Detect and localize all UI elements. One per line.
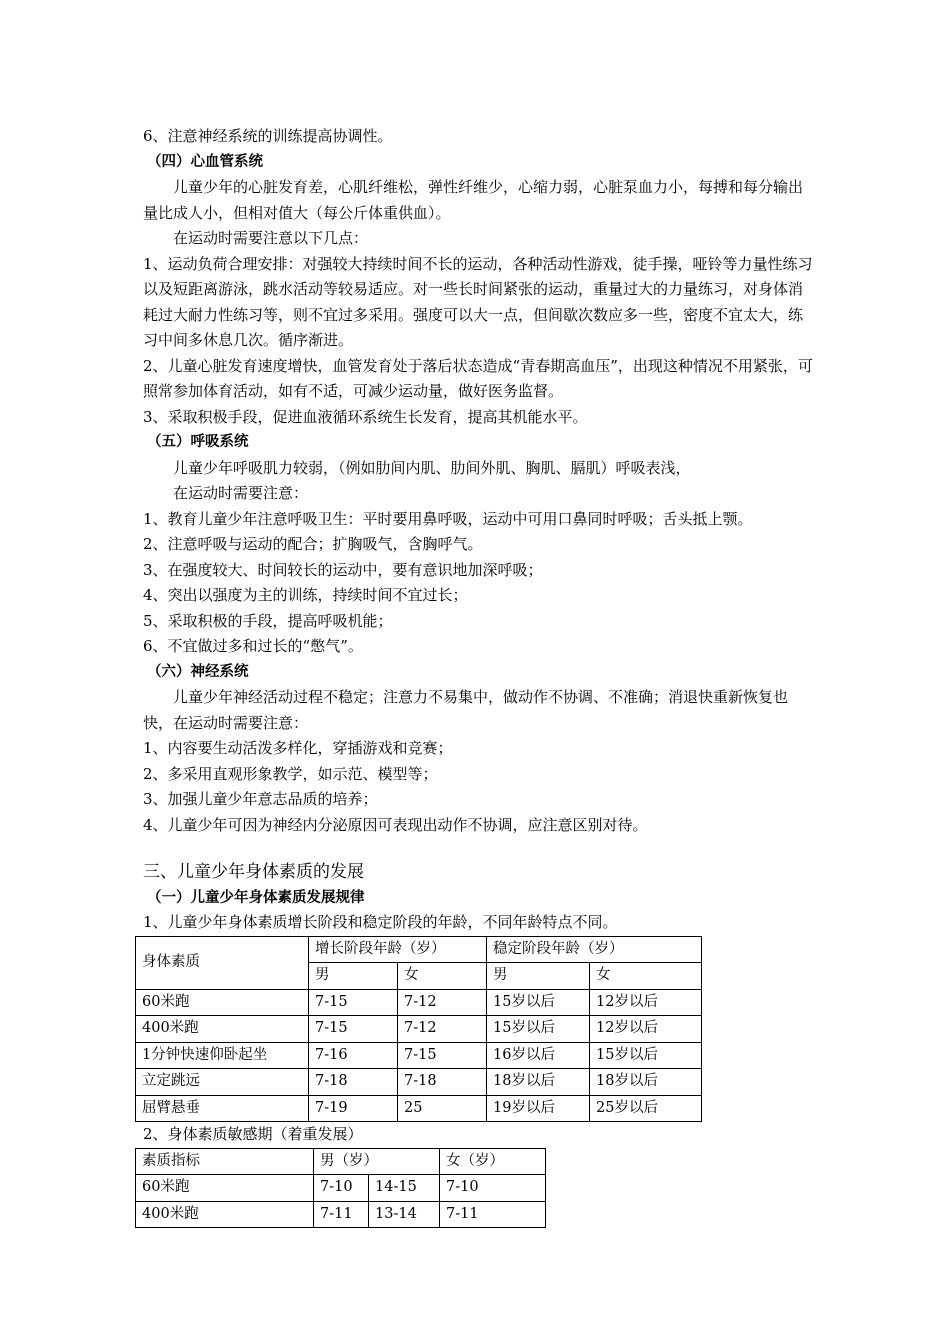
table-cell: 7-12 <box>398 1016 487 1043</box>
table-cell: 400米跑 <box>136 1201 314 1228</box>
document-page <box>143 124 813 1228</box>
growth-stable-age-table <box>135 936 702 1123</box>
table-header-row <box>136 1148 546 1175</box>
table-header-cell: 男（岁） <box>314 1148 440 1175</box>
table-cell: 18岁以后 <box>487 1069 590 1096</box>
table-caption: 2、身体素质敏感期（着重发展） <box>143 1125 363 1143</box>
table-cell: 7-15 <box>398 1042 487 1069</box>
paragraph: 6、注意神经系统的训练提高协调性。 <box>143 127 393 145</box>
section-heading: （六）神经系统 <box>147 663 249 680</box>
table-header-cell: 女（岁） <box>440 1148 546 1175</box>
table-cell: 7-18 <box>309 1069 398 1096</box>
table-header-cell: 稳定阶段年龄（岁） <box>487 936 702 963</box>
paragraph: 在运动时需要注意以下几点： <box>173 229 369 247</box>
list-item: 2、多采用直观形象教学，如示范、模型等； <box>143 764 438 783</box>
table-cell: 1分钟快速仰卧起坐 <box>136 1042 309 1069</box>
table-header-cell: 身体素质 <box>136 936 309 989</box>
table-header-cell: 素质指标 <box>136 1148 314 1175</box>
list-item: 3、采取积极手段，促进血液循环系统生长发育，提高其机能水平。 <box>143 407 588 426</box>
table-header-row <box>136 936 702 963</box>
table-cell: 7-11 <box>440 1201 546 1228</box>
list-item: 2、注意呼吸与运动的配合；扩胸吸气，含胸呼气。 <box>143 535 483 553</box>
table-cell: 19岁以后 <box>487 1095 590 1122</box>
sensitive-period-table <box>135 1148 546 1229</box>
table-row <box>136 1095 702 1122</box>
table-cell: 14-15 <box>369 1175 440 1202</box>
section-heading: （五）呼吸系统 <box>147 434 249 450</box>
table-cell: 7-11 <box>314 1201 369 1228</box>
table-cell: 立定跳远 <box>136 1069 309 1096</box>
paragraph: 儿童少年的心脏发育差，心肌纤维松，弹性纤维少，心缩力弱，心脏泵血力小，每搏和每分输出量比成人小，但相对值大（每公斤体重供血）。 <box>143 178 804 222</box>
list-item: 2、儿童心脏发育速度增快，血管发育处于落后状态造成“青春期高血压”，出现这种情况不用紧张，可照常参加体育活动，如有不适，可减少运动量，做好医务监督。 <box>143 356 813 400</box>
table-cell: 18岁以后 <box>590 1069 702 1096</box>
list-item: 4、儿童少年可因为神经内分泌原因可表现出动作不协调，应注意区别对待。 <box>143 815 648 834</box>
list-item: 3、加强儿童少年意志品质的培养； <box>143 790 378 808</box>
list-item: 3、在强度较大、时间较长的运动中，要有意识地加深呼吸； <box>143 560 543 579</box>
table-cell: 7-18 <box>398 1069 487 1096</box>
table-row <box>136 1016 702 1043</box>
table-cell: 15岁以后 <box>487 1016 590 1043</box>
paragraph: 儿童少年神经活动过程不稳定；注意力不易集中，做动作不协调、不准确；消退快重新恢复也快，在运动时需要注意： <box>143 688 789 732</box>
paragraph: 在运动时需要注意： <box>173 484 309 502</box>
table-cell: 7-19 <box>309 1095 398 1122</box>
list-item: 1、内容要生动活泼多样化，穿插游戏和竞赛； <box>143 739 453 757</box>
table-cell: 7-15 <box>309 989 398 1016</box>
table-caption: 1、儿童少年身体素质增长阶段和稳定阶段的年龄，不同年龄特点不同。 <box>143 913 618 931</box>
table-header-cell: 男 <box>487 963 590 990</box>
table-cell: 60米跑 <box>136 989 309 1016</box>
table-row <box>136 1069 702 1096</box>
table-header-cell: 女 <box>590 963 702 990</box>
table-header-cell: 增长阶段年龄（岁） <box>309 936 487 963</box>
table-cell: 7-12 <box>398 989 487 1016</box>
table-cell: 16岁以后 <box>487 1042 590 1069</box>
table-cell: 屈臂悬垂 <box>136 1095 309 1122</box>
table-cell: 7-15 <box>309 1016 398 1043</box>
list-item: 1、运动负荷合理安排：对强较大持续时间不长的运动，各种活动性游戏，徒手操，哑铃等力量性练习以及短距离游泳，跳水活动等较易适应。对一些长时间紧张的运动，重量过大的力量练习，对身体消耗过大耐力性练习等，则不宜过多采用。强度可以大一点，但间歇次数应多一些，密度不宜太大，练习中间多休息几次。循序渐进。 <box>143 254 813 349</box>
table-cell: 25岁以后 <box>590 1095 702 1122</box>
chapter-heading: 三、儿童少年身体素质的发展 <box>143 862 364 882</box>
table-cell: 25 <box>398 1095 487 1122</box>
table-cell: 12岁以后 <box>590 1016 702 1043</box>
paragraph: 儿童少年呼吸肌力较弱，（例如肋间内肌、肋间外肌、胸肌、膈肌）呼吸表浅， <box>173 458 691 477</box>
table-cell: 13-14 <box>369 1201 440 1228</box>
table-row <box>136 1201 546 1228</box>
table-row <box>136 1042 702 1069</box>
table-row <box>136 989 702 1016</box>
list-item: 4、突出以强度为主的训练，持续时间不宜过长； <box>143 586 468 604</box>
table-cell: 7-10 <box>440 1175 546 1202</box>
table-cell: 60米跑 <box>136 1175 314 1202</box>
section-heading: （一）儿童少年身体素质发展规律 <box>147 890 365 906</box>
list-item: 1、教育儿童少年注意呼吸卫生：平时要用鼻呼吸，运动中可用口鼻同时呼吸；舌头抵上颚。 <box>143 509 753 528</box>
table-cell: 400米跑 <box>136 1016 309 1043</box>
list-item: 5、采取积极的手段，提高呼吸机能； <box>143 611 393 630</box>
table-header-cell: 男 <box>309 963 398 990</box>
table-cell: 7-10 <box>314 1175 369 1202</box>
table-cell: 7-16 <box>309 1042 398 1069</box>
table-cell: 12岁以后 <box>590 989 702 1016</box>
section-heading: （四）心血管系统 <box>147 153 263 170</box>
table-cell: 15岁以后 <box>590 1042 702 1069</box>
table-header-cell: 女 <box>398 963 487 990</box>
list-item: 6、不宜做过多和过长的“憋气”。 <box>143 637 363 655</box>
table-cell: 15岁以后 <box>487 989 590 1016</box>
table-row <box>136 1175 546 1202</box>
